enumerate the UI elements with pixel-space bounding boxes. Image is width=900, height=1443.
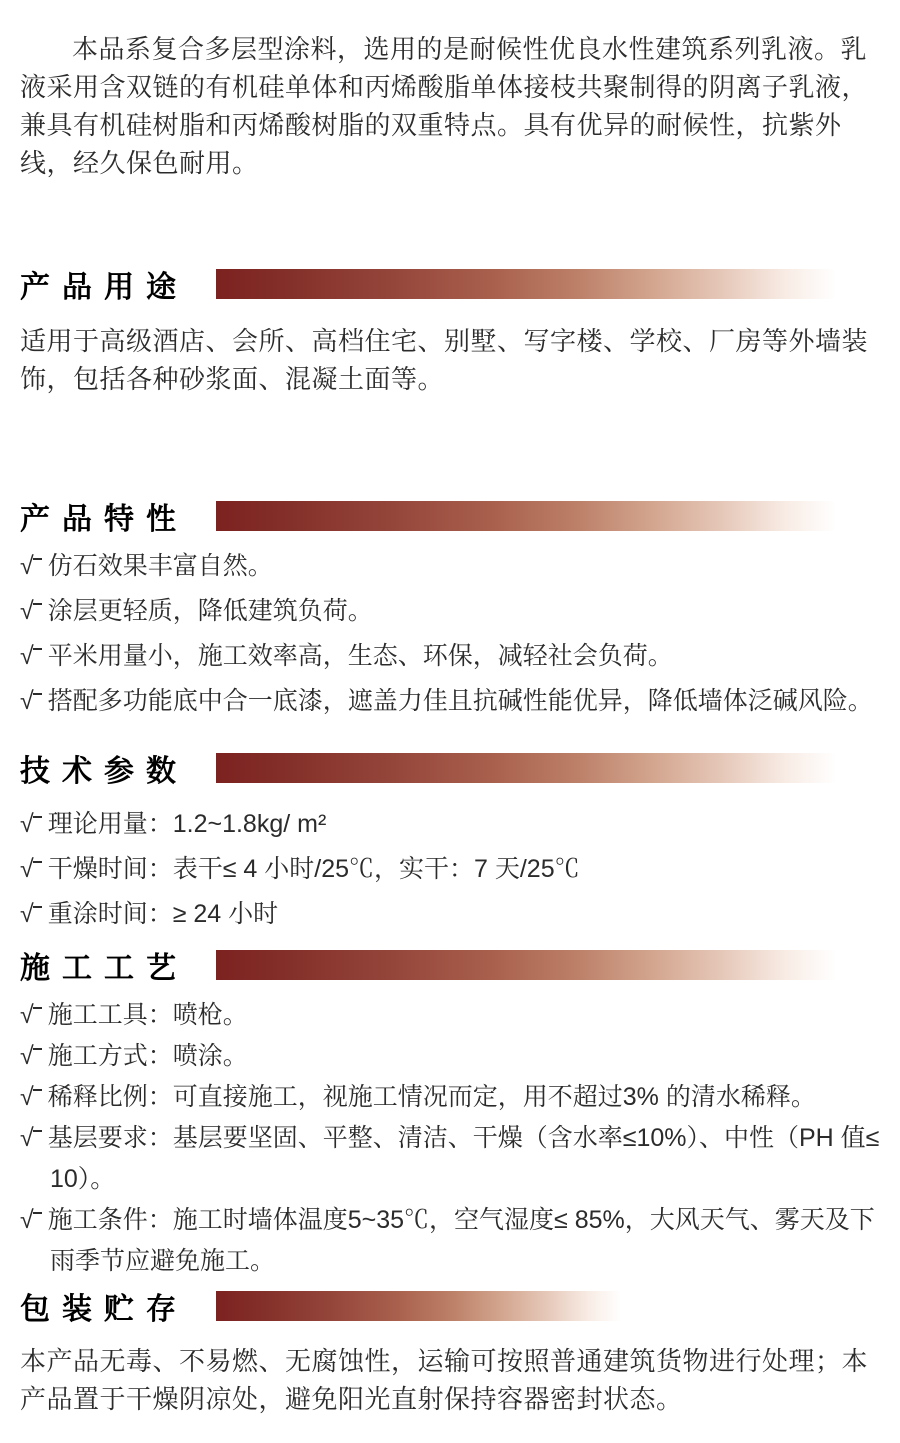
section-gradient-bar [216,1291,621,1321]
item-text: 施工方式：喷涂。 [47,1042,248,1070]
section-title: 产品特性 [20,503,188,536]
check-icon: √ [20,1042,42,1070]
list-item [20,1036,880,1077]
section-paragraph: 本产品无毒、不易燃、无腐蚀性，运输可按照普通建筑货物进行处理；本产品置于干燥阴凉处，避免阳光直射保持容器密封状态。 [20,1346,869,1414]
section-process [20,947,880,1282]
check-icon: √ [20,900,42,928]
check-icon: √ [20,597,42,625]
section-header [20,266,880,302]
section-check-list [20,995,880,1282]
section-features [20,498,880,724]
list-item [20,847,880,892]
check-icon: √ [20,687,42,715]
section-usage [20,266,880,398]
section-tech [20,750,880,937]
list-item [20,1118,880,1200]
item-text: 施工条件：施工时墙体温度5~35℃，空气湿度≤ 85%，大风天气、雾天及下雨季节应避免施工。 [47,1206,875,1275]
list-item [20,892,880,937]
section-check-list [20,802,880,937]
section-paragraph: 适用于高级酒店、会所、高档住宅、别墅、写字楼、学校、厂房等外墙装饰，包括各种砂浆面、混凝土面等。 [20,326,869,394]
item-text: 搭配多功能底中合一底漆，遮盖力佳且抗碱性能优异，降低墙体泛碱风险。 [47,687,873,715]
section-header [20,947,880,983]
check-icon: √ [20,855,42,883]
product-datasheet-page [0,30,900,1443]
item-text: 涂层更轻质，降低建筑负荷。 [47,597,373,625]
list-item [20,634,880,679]
check-icon: √ [20,642,42,670]
section-title: 产品用途 [20,271,188,304]
section-gradient-bar [216,269,836,299]
item-text: 稀释比例：可直接施工，视施工情况而定，用不超过3% 的清水稀释。 [47,1083,816,1111]
item-text: 平米用量小，施工效率高，生态、环保，减轻社会负荷。 [47,642,673,670]
list-item [20,1077,880,1118]
item-text: 理论用量：1.2~1.8kg/ m² [47,810,327,838]
check-icon: √ [20,1083,42,1111]
list-item [20,679,880,724]
section-check-list [20,544,880,724]
section-title: 技术参数 [20,755,188,788]
section-header [20,498,880,534]
check-icon: √ [20,1124,42,1152]
list-item [20,802,880,847]
item-text: 施工工具：喷枪。 [47,1001,248,1029]
sections-container [20,266,880,1418]
item-text: 重涂时间：≥ 24 小时 [47,900,279,928]
section-gradient-bar [216,950,836,980]
list-item [20,589,880,634]
section-header [20,750,880,786]
check-icon: √ [20,1001,42,1029]
list-item [20,544,880,589]
intro-paragraph: 本品系复合多层型涂料，选用的是耐候性优良水性建筑系列乳液。乳液采用含双链的有机硅单体和丙烯酸脂单体接枝共聚制得的阴离子乳液，兼具有机硅树脂和丙烯酸树脂的双重特点。具有优异的耐候性，抗紫外线，经久保色耐用。 [20,34,869,178]
item-text: 干燥时间：表干≤ 4 小时/25℃，实干：7 天/25℃ [47,855,580,883]
item-text: 仿石效果丰富自然。 [47,552,273,580]
section-title: 施工工艺 [20,952,188,985]
section-storage [20,1288,880,1418]
section-gradient-bar [216,501,836,531]
item-text: 基层要求：基层要坚固、平整、清洁、干燥（含水率≤10%）、中性（PH 值≤ 10）。 [47,1124,880,1193]
list-item [20,1200,880,1282]
list-item [20,995,880,1036]
check-icon: √ [20,552,42,580]
section-title: 包装贮存 [20,1293,188,1326]
check-icon: √ [20,810,42,838]
section-gradient-bar [216,753,836,783]
check-icon: √ [20,1206,42,1234]
section-header [20,1288,880,1324]
